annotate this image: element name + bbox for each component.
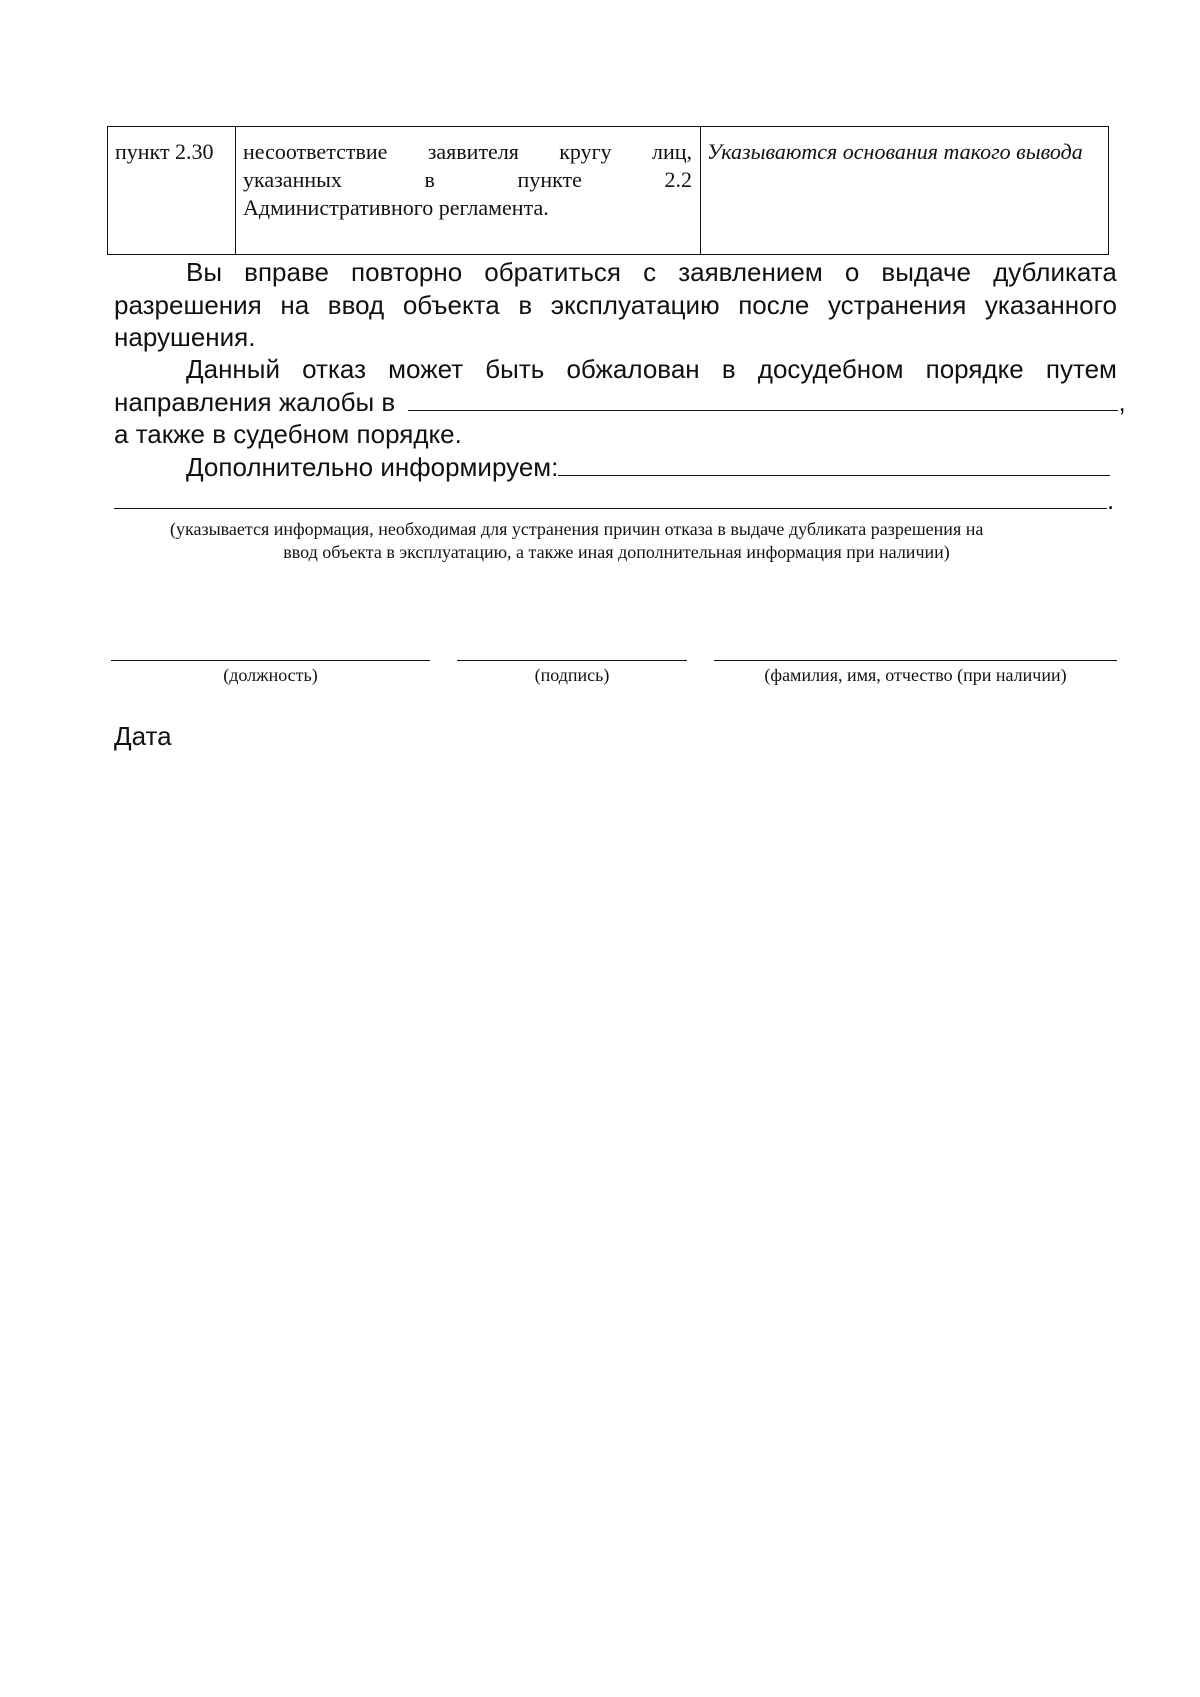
position-signature-line[interactable] — [111, 660, 430, 661]
additional-info-blank[interactable] — [558, 451, 1110, 476]
grounds-note: Указываются основания такого вывода — [707, 139, 1083, 164]
date-label: Дата — [114, 721, 172, 751]
paragraph-line: разрешения на ввод объекта в эксплуатацию после устранения указанного — [114, 289, 1117, 320]
point-number: пункт 2.30 — [115, 139, 214, 164]
full-name-label: (фамилия, имя, отчество (при наличии) — [764, 665, 1067, 685]
paragraph-line: нарушения. — [114, 322, 256, 352]
reason-line: указанных в пункте 2.2 — [243, 167, 692, 192]
additional-info-blank-2[interactable] — [114, 484, 1107, 509]
table-cell-point — [108, 127, 236, 254]
table-cell-reason — [236, 127, 701, 254]
appeal-body-blank[interactable] — [408, 386, 1118, 411]
position-label: (должность) — [223, 665, 318, 685]
signature-line[interactable] — [457, 660, 687, 661]
reason-line: Административного регламента. — [243, 195, 549, 220]
paragraph-line: Дополнительно информируем: — [114, 451, 1117, 484]
paragraph-line: направления жалобы в , — [114, 386, 1126, 417]
additional-info-caption: (указывается информация, необходимая для устранения причин отказа в выдаче дубликата разрешения на ввод объекта в эксплуатацию, а также иная дополнительная информация при наличии) — [170, 519, 984, 562]
table-cell-note — [701, 127, 1108, 254]
refusal-grounds-table — [107, 126, 1109, 255]
paragraph-line: . — [114, 484, 1117, 517]
signature-label: (подпись) — [534, 665, 610, 685]
paragraph-line: Вы вправе повторно обратиться с заявлением о выдаче дубликата — [186, 257, 1117, 287]
paragraph-line: а также в судебном порядке. — [114, 419, 462, 449]
reason-line: несоответствие заявителя кругу лиц, — [243, 139, 692, 164]
reapply-paragraph — [114, 256, 1117, 354]
full-name-signature-line[interactable] — [714, 660, 1117, 661]
additional-info-paragraph — [114, 451, 1117, 516]
appeal-paragraph — [114, 353, 1126, 451]
paragraph-line: Данный отказ может быть обжалован в досудебном порядке путем — [186, 354, 1117, 384]
